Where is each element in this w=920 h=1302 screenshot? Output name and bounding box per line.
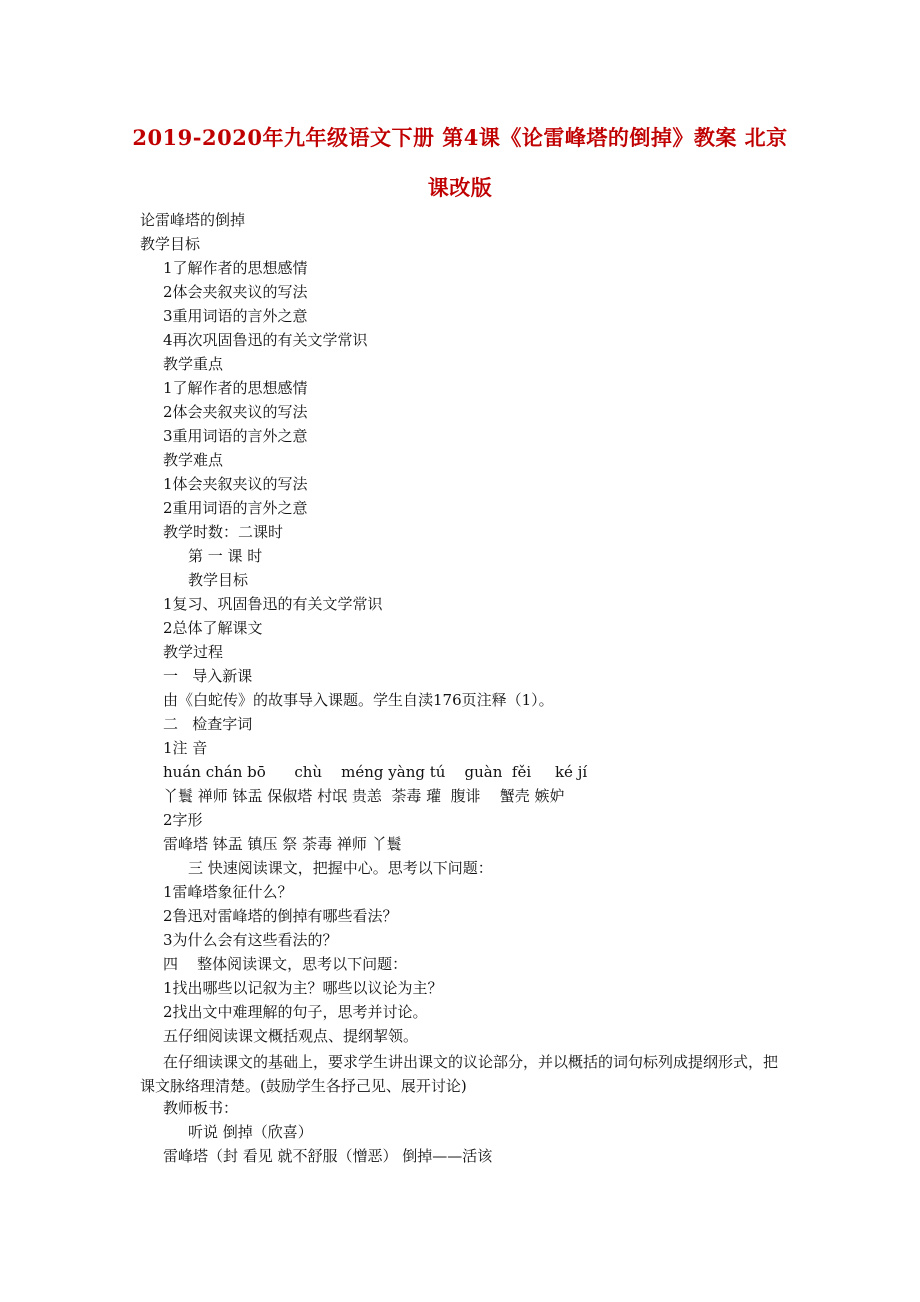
objective-item: 2体会夹叙夹议的写法 — [163, 283, 308, 301]
document-title-line-1: 2019-2020年九年级语文下册 第4课《论雷峰塔的倒掉》教案 北京 — [132, 125, 788, 150]
objective-item: 3重用词语的言外之意 — [163, 307, 308, 325]
class-hours: 教学时数：二课时 — [163, 523, 284, 541]
objective-item: 2总体了解课文 — [163, 619, 263, 637]
vocab-subheading-forms: 2字形 — [163, 811, 203, 829]
difficulty-item: 2重用词语的言外之意 — [163, 499, 308, 517]
vocab-forms-line: 雷峰塔 钵盂 镇压 祭 荼毒 禅师 丫鬟 — [163, 835, 402, 853]
step-text: 由《白蛇传》的故事导入课题。学生自渎176页注释（1）。 — [163, 691, 554, 709]
lesson-title: 论雷峰塔的倒掉 — [140, 211, 246, 229]
difficulty-item: 1体会夹叙夹议的写法 — [163, 475, 308, 493]
objective-item: 1了解作者的思想感情 — [163, 259, 308, 277]
question-item: 3为什么会有这些看法的？ — [163, 931, 338, 949]
section-heading-key-points: 教学重点 — [163, 355, 224, 373]
step-heading-whole-read: 四 整体阅读课文，思考以下问题： — [163, 955, 408, 973]
vocab-subheading-pinyin: 1注 音 — [163, 739, 208, 757]
key-point-item: 1了解作者的思想感情 — [163, 379, 308, 397]
step-heading-vocab: 二 检查字词 — [163, 715, 253, 733]
step-heading-intro: 一 导入新课 — [163, 667, 253, 685]
question-item: 2找出文中难理解的句子，思考并讨论。 — [163, 1003, 428, 1021]
pinyin-line: huán chán bō chù méng yàng tú guàn fěi ké jí — [163, 763, 588, 781]
key-point-item: 3重用词语的言外之意 — [163, 427, 308, 445]
blackboard-line: 听说 倒掉（欣喜） — [188, 1123, 313, 1141]
objective-item: 1复习、巩固鲁迅的有关文学常识 — [163, 595, 383, 613]
question-item: 1找出哪些以记叙为主？哪些以议论为主？ — [163, 979, 443, 997]
vocab-words-line: 丫鬟 禅师 钵盂 保俶塔 村氓 贵恙 荼毒 瓘 腹诽 蟹壳 嫉妒 — [163, 787, 565, 805]
objective-item: 4再次巩固鲁迅的有关文学常识 — [163, 331, 368, 349]
question-item: 1雷峰塔象征什么？ — [163, 883, 293, 901]
document-title-line-2: 课改版 — [427, 175, 493, 200]
step-heading-careful-read: 五仔细阅读课文概括观点、提纲挈领。 — [163, 1027, 419, 1045]
section-heading-difficulties: 教学难点 — [163, 451, 224, 469]
section-heading-objectives: 教学目标 — [140, 235, 201, 253]
question-item: 2鲁迅对雷峰塔的倒掉有哪些看法？ — [163, 907, 398, 925]
step-paragraph: 在仔细读课文的基础上，要求学生讲出课文的议论部分，并以概括的词句标列成提纲形式，把课文脉络理清楚。(鼓励学生各抒己见、展开讨论) — [140, 1053, 779, 1095]
blackboard-heading: 教师板书： — [163, 1099, 239, 1117]
key-point-item: 2体会夹叙夹议的写法 — [163, 403, 308, 421]
step-heading-quick-read: 三 快速阅读课文，把握中心。思考以下问题： — [188, 859, 493, 877]
section-heading-process: 教学过程 — [163, 643, 224, 661]
blackboard-line: 雷峰塔（封 看见 就不舒服（憎恶） 倒掉——活该 — [163, 1147, 493, 1165]
first-class-heading: 第 一 课 时 — [188, 547, 263, 565]
section-heading-objectives-2: 教学目标 — [188, 571, 249, 589]
